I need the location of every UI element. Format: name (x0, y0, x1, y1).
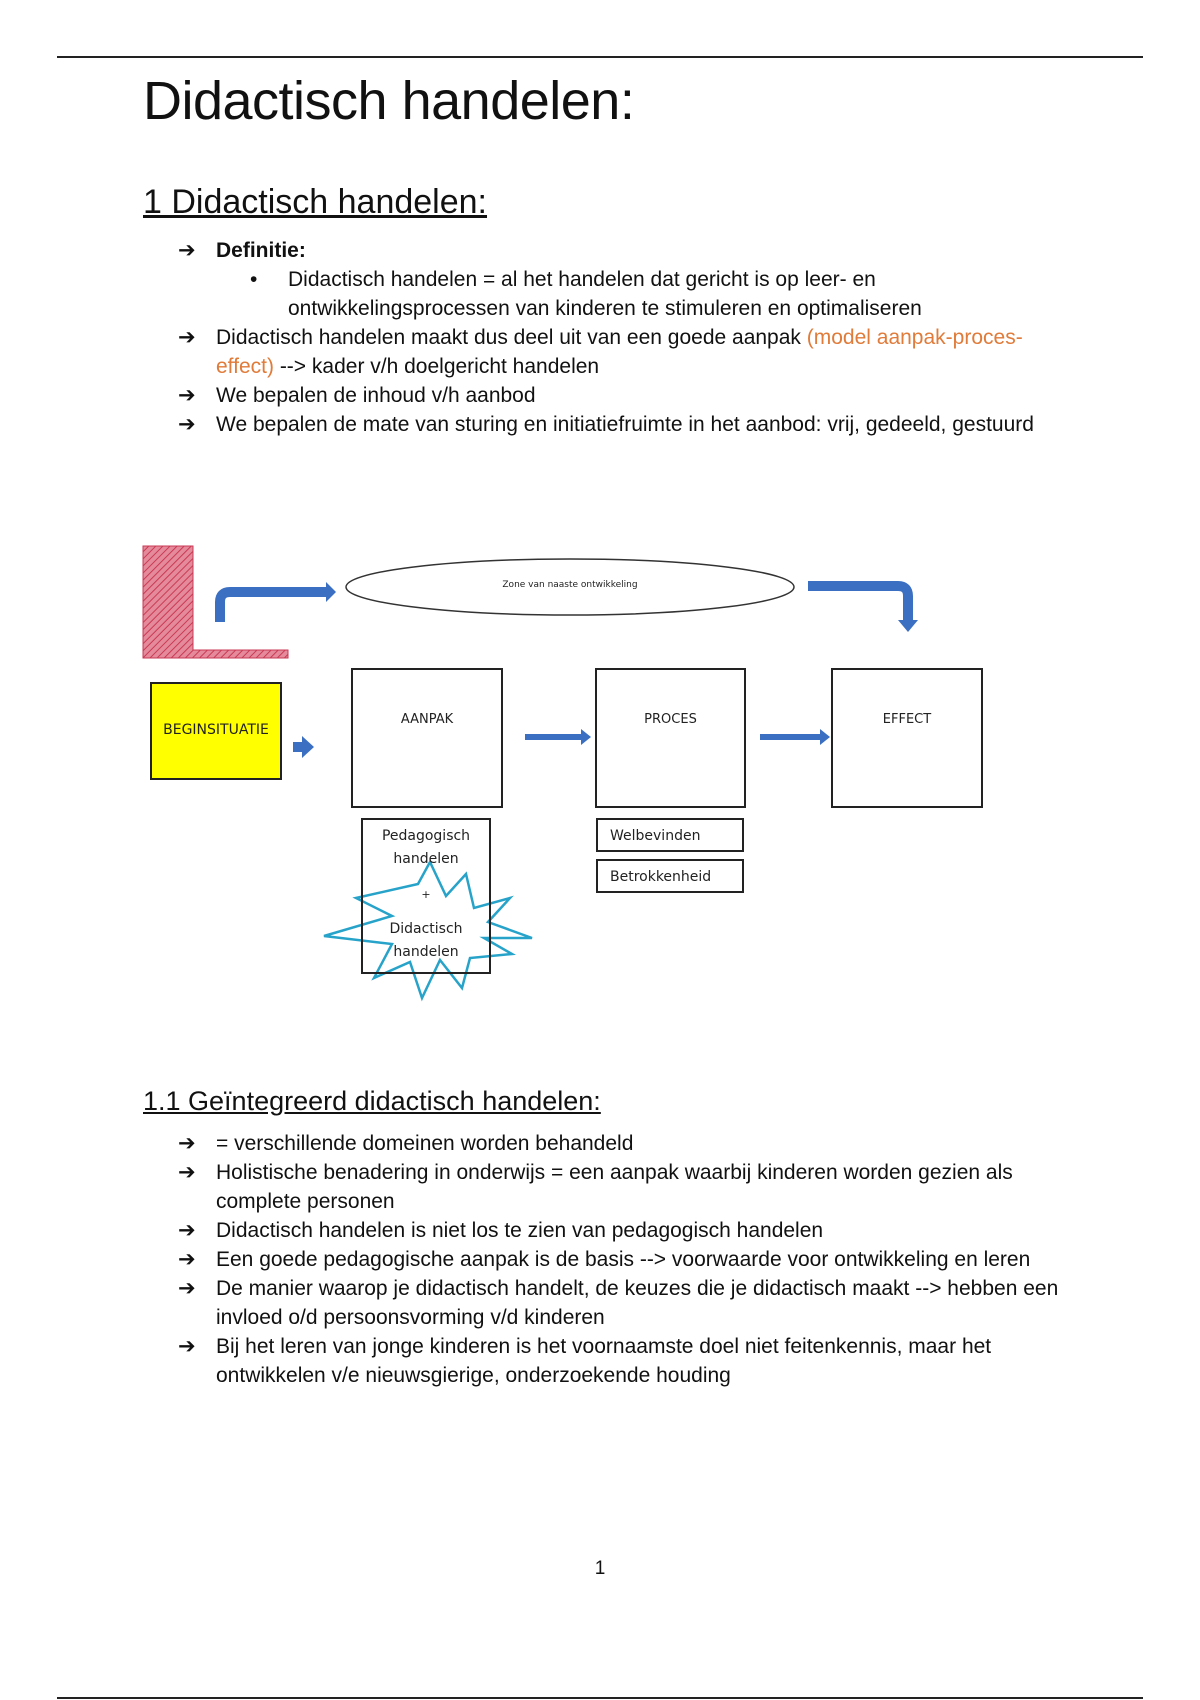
arrow-right-icon: ➔ (178, 384, 196, 407)
didactisch-label-2: handelen (393, 944, 459, 960)
model-reference: (model aanpak-proces-effect) (216, 326, 1023, 378)
effect-label: EFFECT (882, 712, 932, 727)
bottom-rule (57, 1697, 1143, 1699)
curved-arrow-left (220, 592, 326, 622)
item-text: De manier waarop je didactisch handelt, de keuzes die je didactisch maakt --> hebben een invloed o/d persoonsvorming v/d kinderen (216, 1277, 1059, 1329)
list-item (178, 1158, 1078, 1216)
effect-box (831, 668, 983, 808)
arrow-proces-effect (760, 729, 830, 745)
item-text: --> kader v/h doelgericht handelen (273, 355, 600, 378)
arrow-right-icon: ➔ (178, 413, 196, 436)
list-item (178, 323, 1078, 381)
section-1-list (178, 236, 1078, 439)
proces-label: PROCES (644, 712, 697, 727)
item-text: Didactisch handelen maakt dus deel uit van een goede aanpak (216, 326, 807, 349)
arrow-begin-aanpak (293, 736, 314, 758)
curved-arrow-left-head (326, 582, 336, 602)
list-item (178, 1216, 1078, 1245)
top-rule (57, 56, 1143, 58)
definition-bullets (216, 265, 1078, 323)
arrow-aanpak-proces (525, 729, 591, 745)
list-item (178, 1332, 1078, 1390)
plus-sign: + (421, 888, 431, 901)
item-text: We bepalen de mate van sturing en initiatiefruimte in het aanbod: vrij, gedeeld, gestuurd (216, 413, 1034, 436)
arrow-right-icon: ➔ (178, 239, 196, 262)
list-item (178, 236, 1078, 323)
betrokkenheid-box (596, 859, 744, 893)
item-text: Een goede pedagogische aanpak is de basis --> voorwaarde voor ontwikkeling en leren (216, 1248, 1031, 1271)
page-number: 1 (594, 1558, 606, 1579)
arrow-right-icon: ➔ (178, 1219, 196, 1242)
bullet-icon: • (250, 268, 258, 291)
aanpak-label: AANPAK (400, 712, 454, 727)
beginsituatie-label: BEGINSITUATIE (163, 722, 269, 738)
curved-arrow-right (808, 586, 908, 620)
zone-label: Zone van naaste ontwikkeling (502, 580, 638, 590)
welbevinden-box (596, 818, 744, 852)
proces-box (595, 668, 746, 808)
definition-label: Definitie: (216, 239, 306, 262)
arrow-right-icon: ➔ (178, 326, 196, 349)
item-text: Holistische benadering in onderwijs = een aanpak waarbij kinderen worden gezien als complete personen (216, 1161, 1013, 1213)
pedagogisch-label-2: handelen (393, 851, 459, 867)
list-item (178, 1129, 1078, 1158)
welbevinden-label: Welbevinden (610, 828, 701, 844)
pedagogisch-box (361, 818, 491, 974)
list-item (178, 1274, 1078, 1332)
list-item (178, 381, 1078, 410)
pedagogisch-label-1: Pedagogisch (381, 828, 471, 844)
curved-arrow-right-head (898, 620, 918, 632)
betrokkenheid-label: Betrokkenheid (610, 869, 712, 885)
definition-text: Didactisch handelen = al het handelen dat gericht is op leer- en ontwikkelingsprocessen van kinderen te stimuleren en optimaliseren (288, 268, 922, 320)
arrow-right-icon: ➔ (178, 1277, 196, 1300)
list-item (216, 265, 1078, 323)
section-1-heading: 1 Didactisch handelen: (143, 183, 488, 221)
list-item (178, 410, 1078, 439)
section-2-list (178, 1129, 1078, 1390)
arrow-right-icon: ➔ (178, 1132, 196, 1155)
item-text: Didactisch handelen is niet los te zien van pedagogisch handelen (216, 1219, 824, 1242)
beginsituatie-box (150, 682, 282, 780)
item-text: Bij het leren van jonge kinderen is het voornaamste doel niet feitenkennis, maar het ontwikkelen v/e nieuwsgierige, onderzoekende houding (216, 1335, 992, 1387)
arrow-right-icon: ➔ (178, 1248, 196, 1271)
model-diagram (140, 540, 1060, 1010)
arrow-right-icon: ➔ (178, 1161, 196, 1184)
didactisch-label-1: Didactisch (389, 921, 463, 937)
arrow-right-icon: ➔ (178, 1335, 196, 1358)
list-item (178, 1245, 1078, 1274)
section-2-heading: 1.1 Geïntegreerd didactisch handelen: (143, 1086, 601, 1116)
aanpak-box (351, 668, 503, 808)
page-title: Didactisch handelen: (143, 71, 635, 131)
item-text: = verschillende domeinen worden behandeld (216, 1132, 634, 1155)
item-text: We bepalen de inhoud v/h aanbod (216, 384, 536, 407)
